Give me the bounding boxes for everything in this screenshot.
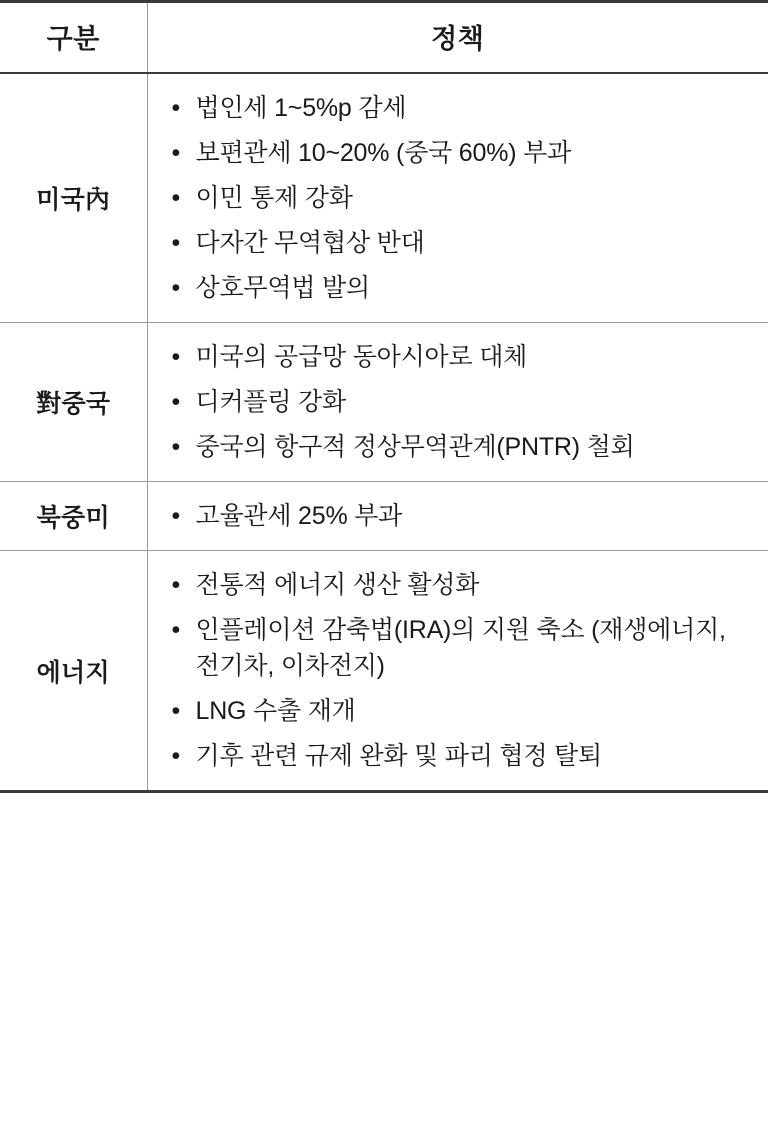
list-item-text: 상호무역법 발의 [195, 274, 370, 302]
list-item [170, 339, 757, 375]
list-item-text: 인플레이션 감축법(IRA)의 지원 축소 (재생에너지, 전기차, 이차전지) [195, 616, 726, 680]
policy-list [170, 567, 757, 774]
row-category-label: 에너지 [0, 551, 147, 792]
list-item-text: 미국의 공급망 동아시아로 대체 [195, 343, 528, 371]
column-header-category: 구분 [0, 2, 147, 74]
row-category-label: 對중국 [0, 323, 147, 482]
row-policy-cell [147, 482, 768, 551]
list-item-text: 법인세 1~5%p 감세 [195, 94, 407, 122]
row-category-label: 미국內 [0, 73, 147, 323]
list-item [170, 225, 757, 261]
list-item [170, 738, 757, 774]
bullet-icon: • [171, 502, 181, 530]
list-item [170, 135, 757, 171]
list-item-text: 디커플링 강화 [195, 388, 346, 416]
table-row [0, 73, 768, 323]
policy-list [170, 339, 757, 465]
bullet-icon: • [171, 742, 181, 770]
list-item-text: 전통적 에너지 생산 활성화 [195, 571, 480, 599]
policy-list [170, 498, 757, 534]
list-item [170, 693, 757, 729]
table-header-row [0, 2, 768, 74]
list-item [170, 429, 757, 465]
list-item [170, 498, 757, 534]
bullet-icon: • [171, 616, 181, 644]
list-item-text: 고율관세 25% 부과 [195, 502, 403, 530]
policy-list [170, 90, 757, 306]
bullet-icon: • [171, 388, 181, 416]
bullet-icon: • [171, 343, 181, 371]
list-item [170, 567, 757, 603]
list-item [170, 270, 757, 306]
column-header-policy: 정책 [147, 2, 768, 74]
bullet-icon: • [171, 229, 181, 257]
list-item-text: 이민 통제 강화 [195, 184, 353, 212]
bullet-icon: • [171, 94, 181, 122]
list-item-text: 기후 관련 규제 완화 및 파리 협정 탈퇴 [195, 742, 602, 770]
bullet-icon: • [171, 433, 181, 461]
row-policy-cell [147, 323, 768, 482]
list-item-text: LNG 수출 재개 [195, 697, 356, 725]
bullet-icon: • [171, 184, 181, 212]
bullet-icon: • [171, 139, 181, 167]
list-item-text: 중국의 항구적 정상무역관계(PNTR) 철회 [195, 433, 635, 461]
table-row [0, 551, 768, 792]
list-item [170, 384, 757, 420]
row-policy-cell [147, 551, 768, 792]
row-policy-cell [147, 73, 768, 323]
list-item-text: 다자간 무역협상 반대 [195, 229, 425, 257]
table-row [0, 323, 768, 482]
table-body [0, 73, 768, 792]
bullet-icon: • [171, 571, 181, 599]
list-item [170, 612, 757, 684]
list-item [170, 90, 757, 126]
table-row [0, 482, 768, 551]
list-item [170, 180, 757, 216]
bullet-icon: • [171, 697, 181, 725]
bullet-icon: • [171, 274, 181, 302]
row-category-label: 북중미 [0, 482, 147, 551]
list-item-text: 보편관세 10~20% (중국 60%) 부과 [195, 139, 572, 167]
